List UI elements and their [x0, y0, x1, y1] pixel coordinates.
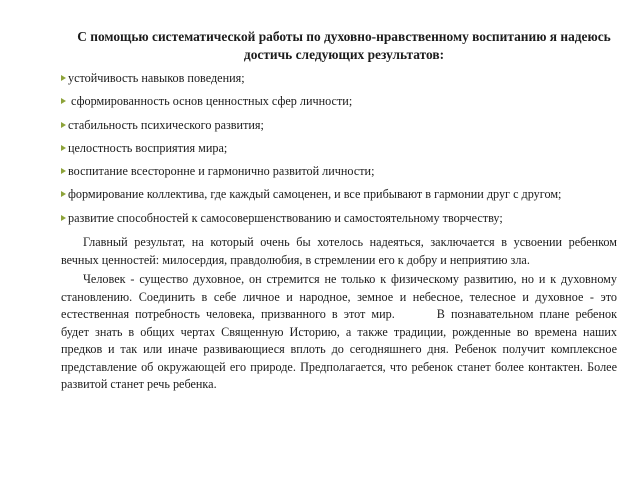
list-item-text: воспитание всесторонне и гармонично развитой личности; [68, 164, 375, 179]
paragraph-text-part2: В познавательном плане ребенок будет знать в общих чертах Священную Историю, а также традиции, рожденные во времена наших предков и так или иначе развивающиеся вплоть до сегодняшнего дня. Ребенок получит комплексное представление об окружающей его природе. Предполагается, что ребенок станет более контактен. Более развитой станет речь ребенка. [61, 307, 617, 392]
list-item-text: сформированность основ ценностных сфер личности; [68, 94, 353, 109]
list-item [61, 94, 617, 109]
list-item-text: целостность восприятия мира; [68, 140, 228, 155]
list-item [61, 118, 617, 133]
bullet-arrow-icon [61, 215, 66, 221]
main-result-paragraph [61, 234, 617, 269]
list-item [61, 141, 617, 156]
bullet-arrow-icon [61, 75, 66, 81]
list-item-text: устойчивость навыков поведения; [68, 71, 245, 85]
bullet-arrow-icon [61, 122, 66, 128]
list-item [61, 164, 617, 179]
main-result-text: Главный результат, на который очень бы хотелось надеяться, заключается в усвоении ребенком вечных ценностей: милосердия, правдолюбия, в стремлении его к добру и неприятию зла. [61, 235, 617, 267]
list-item [61, 187, 617, 202]
list-item [61, 71, 617, 86]
paragraph-text-part1: Человек - существо духовное, он стремится не только к физическому развитию, но и к духовному становлению. Соединить в себе личное и народное, земное и небесное, телесное и духовное - это естественная потребность человека, призванного в этот мир. [61, 272, 617, 322]
bullet-arrow-icon [61, 98, 66, 104]
slide-heading: С помощью систематической работы по духовно-нравственному воспитанию я надеюсь достичь следующих результатов: [77, 29, 611, 62]
bullet-arrow-icon [61, 191, 66, 197]
bullet-arrow-icon [61, 145, 66, 151]
spiritual-development-paragraph [61, 271, 617, 394]
list-item-text: развитие способностей к самосовершенствованию и самостоятельному творчеству; [68, 210, 503, 225]
list-item-text: формирование коллектива, где каждый самоценен, и все прибывают в гармонии друг с другом; [68, 187, 562, 202]
bullet-arrow-icon [61, 168, 66, 174]
results-list [61, 71, 617, 226]
list-item-text: стабильность психического развития; [68, 117, 264, 132]
slide-content [61, 28, 617, 396]
list-item [61, 211, 617, 226]
